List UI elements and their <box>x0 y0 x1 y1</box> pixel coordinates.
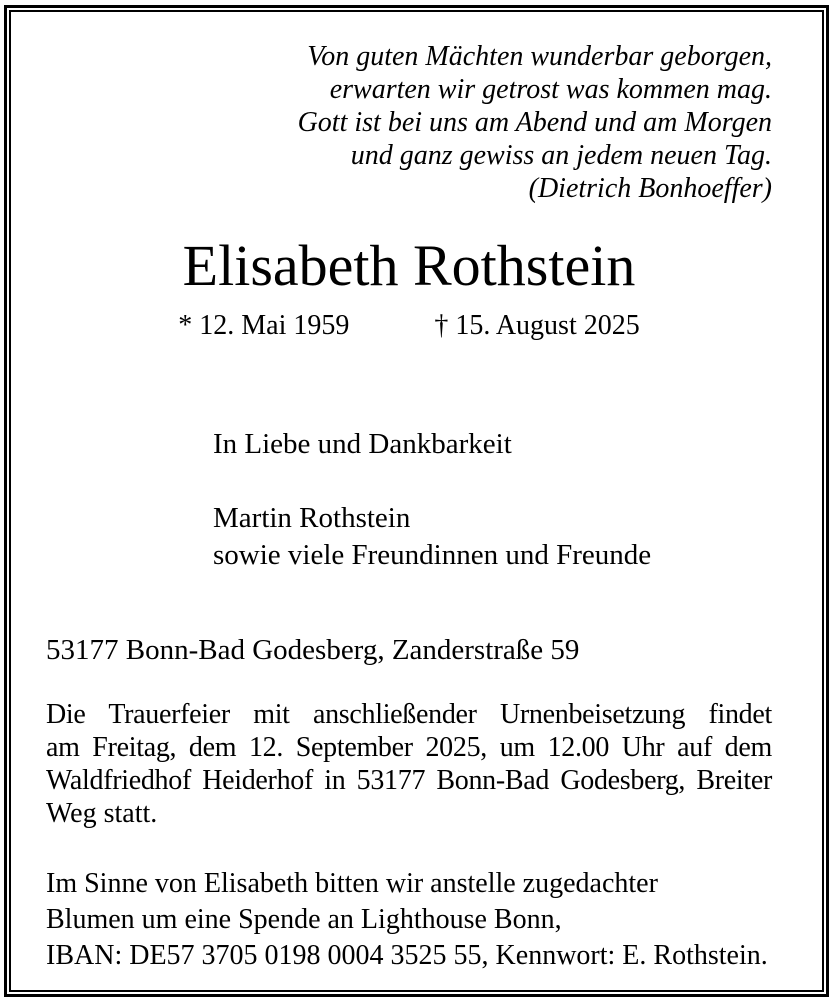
memorial-poem <box>46 40 772 205</box>
ceremony-paragraph <box>46 698 772 830</box>
poem-line: erwarten wir getrost was kommen mag. <box>329 74 772 105</box>
donation-line: Blumen um eine Spende an Lighthouse Bonn, <box>46 904 562 935</box>
address-line: 53177 Bonn-Bad Godesberg, Zanderstraße 59 <box>46 634 580 666</box>
donation-line: IBAN: DE57 3705 0198 0004 3525 55, Kennwort: E. Rothstein. <box>46 940 768 971</box>
ceremony-line: Weg statt. <box>46 798 158 829</box>
notice-outer-border <box>4 5 829 997</box>
mourners-block <box>213 500 772 574</box>
donation-paragraph <box>46 866 772 974</box>
notice-inner-border <box>9 10 824 992</box>
poem-line: Von guten Mächten wunderbar geborgen, <box>307 41 772 72</box>
death-date: † 15. August 2025 <box>434 310 640 341</box>
ceremony-line: Die Trauerfeier mit anschließender Urnenbeisetzung findet <box>46 699 772 730</box>
donation-line: Im Sinne von Elisabeth bitten wir anstelle zugedachter <box>46 868 658 899</box>
ceremony-line: am Freitag, dem 12. September 2025, um 12.00 Uhr auf dem <box>46 732 772 763</box>
life-dates <box>46 309 772 342</box>
mourner-name: Martin Rothstein <box>213 502 411 534</box>
poem-line: Gott ist bei uns am Abend und am Morgen <box>297 107 772 138</box>
mourning-intro: In Liebe und Dankbarkeit <box>213 428 512 460</box>
mourners-line: sowie viele Freundinnen und Freunde <box>213 539 652 571</box>
ceremony-line: Waldfriedhof Heiderhof in 53177 Bonn-Bad Godesberg, Breiter <box>46 765 772 796</box>
poem-line: und ganz gewiss an jedem neuen Tag. <box>350 140 772 171</box>
poem-attribution: (Dietrich Bonhoeffer) <box>528 173 772 204</box>
deceased-name: Elisabeth Rothstein <box>182 233 636 298</box>
birth-date: * 12. Mai 1959 <box>178 310 350 341</box>
